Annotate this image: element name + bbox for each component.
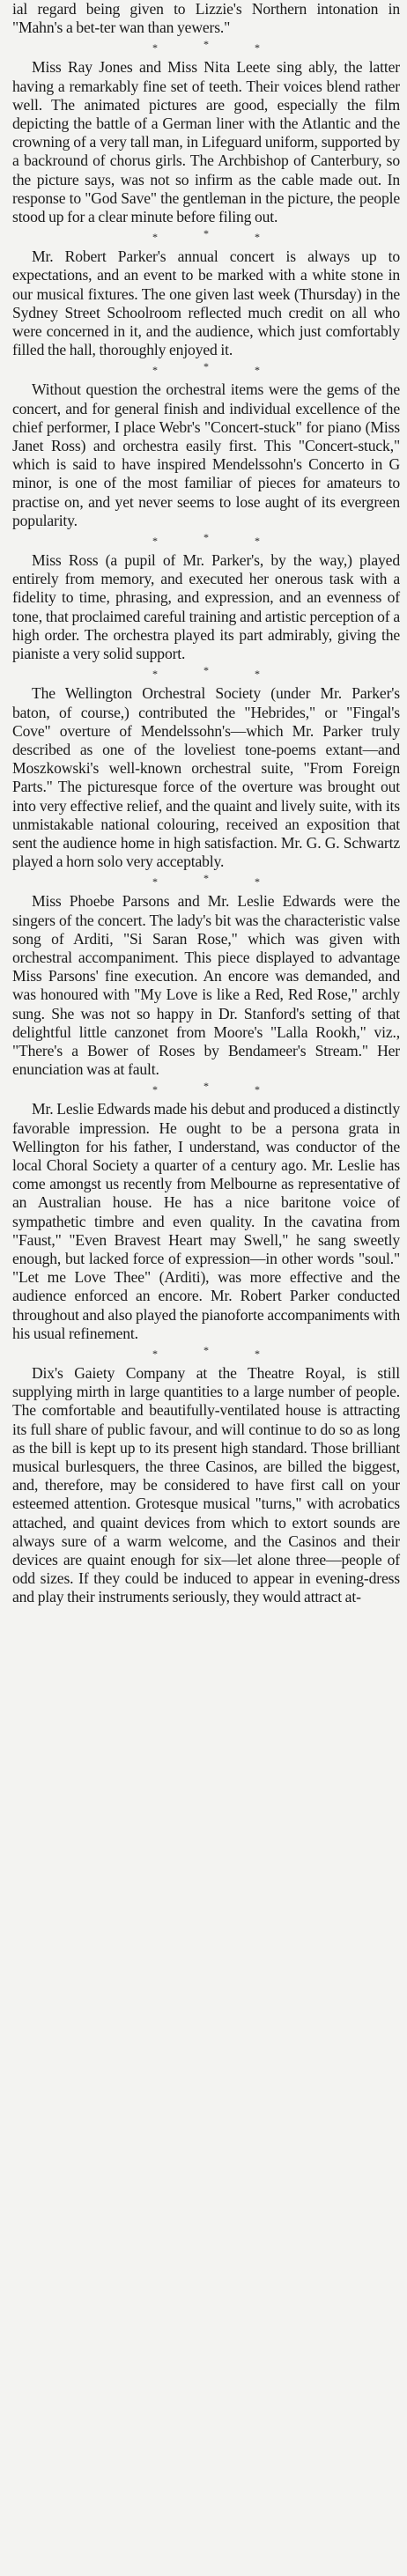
section-separator-7: * * * <box>152 1080 260 1096</box>
article-paragraph-5: Miss Ross (a pupil of Mr. Parker's, by the way,) played entirely from memory, and executed her onerous task with a fidelity to time, phrasing, and expression, and an evenness of tone, that proclaimed careful training and artistic perception of a high order. The orchestra played its part admirably, giving the pianiste a very solid support. <box>12 551 400 663</box>
section-separator-6: * * * <box>152 872 260 889</box>
article-paragraph-4: Without question the orchestral items were the gems of the concert, and for general finish and individual excellence of the chief performer, I place Webr's "Concert-stuck" for piano (Miss Janet Ross) and orchestra easily first. This "Concert-stuck," which is said to have inspired Mendelssohn's Concerto in G minor, is one of the most familiar of pieces for amateurs to practise on, and yet never seems to lose aught of its evergreen popularity. <box>12 380 400 529</box>
section-separator-2: * * * <box>152 227 260 244</box>
section-separator-4: * * * <box>152 531 260 548</box>
section-separator-5: * * * <box>152 664 260 681</box>
article-paragraph-3: Mr. Robert Parker's annual concert is always up to expectations, and an event to be marked with a white stone in our musical fixtures. The one given last week (Thursday) in the Sydney Street Schoolroom reflected much credit on all who were concerned in it, and the audience, which just comfortably filled the hall, thoroughly enjoyed it. <box>12 247 400 359</box>
article-paragraph-2: Miss Ray Jones and Miss Nita Leete sing ably, the latter having a remarkably fine set of teeth. Their voices blend rather well. The animated pictures are good, especially the film depicting the battle of a German liner with the Atlantic and the crowning of a very tall man, in Lifeguard uniform, supported by a backround of chorus girls. The Archbishop of Canterbury, so the picture says, was not so infirm as the cable made out. In response to "God Save" the gentleman in the picture, the people stood up for a clear minute before filing out. <box>12 58 400 226</box>
article-paragraph-7: Miss Phoebe Parsons and Mr. Leslie Edwards were the singers of the concert. The lady's bit was the characteristic valse song of Arditi, "Si Saran Rose," which was given with orchestral accompaniment. This piece displayed to advantage Miss Parsons' fine execution. An encore was demanded, and was honoured with "My Love is like a Red, Red Rose," archly sung. She was not so happy in Dr. Stanford's setting of that delightful little canzonet from Moore's "Lalla Rookh," viz., "There's a Bower of Roses by Bendameer's Stream." Her enunciation was at fault. <box>12 892 400 1079</box>
section-separator-8: * * * <box>152 1344 260 1360</box>
section-separator-1: * * * <box>152 38 260 55</box>
article-paragraph-6: The Wellington Orchestral Society (under Mr. Parker's baton, of course,) contributed the "Hebrides," or "Fingal's Cove" overture of Mendelssohn's—which Mr. Parker truly described as one of the loveliest tone-poems extant—and Moszkowski's well-known orchestral suite, "From Foreign Parts." The picturesque force of the overture was brought out into very effective relief, and the quaint and lively suite, with its unmistakable national colouring, received an exposition that sent the audience home in high satisfaction. Mr. G. G. Schwartz played a horn solo very acceptably. <box>12 684 400 871</box>
article-paragraph-1: ial regard being given to Lizzie's Northern intonation in "Mahn's a bet-ter wan than yewers." <box>12 0 400 37</box>
article-paragraph-8: Mr. Leslie Edwards made his debut and produced a distinctly favorable impression. He ought to be a persona grata in Wellington for his father, I understand, was conductor of the local Choral Society a quarter of a century ago. Mr. Leslie has come amongst us recently from Melbourne as representative of an Australian house. He has a nice baritone voice of sympathetic timbre and even quality. In the cavatina from "Faust," "Even Bravest Heart may Swell," he sang sweetly enough, but lacked force of expression—in other words "soul." "Let me Love Thee" (Arditi), was more effective and the audience enforced an encore. Mr. Robert Parker conducted throughout and also played the pianoforte accompaniments with his usual refinement. <box>12 1100 400 1342</box>
article-paragraph-9: Dix's Gaiety Company at the Theatre Royal, is still supplying mirth in large quantities to a large number of people. The comfortable and beautifully-ventilated house is attracting its full share of public favour, and will continue to do so as long as the bill is kept up to its present high standard. Those brilliant musical burlesquers, the three Casinos, are billed the biggest, and, therefore, may be considered to have first call on your esteemed attention. Grotesque musical "turns," with acrobatics attached, and quaint devices from which to extort sounds are always sure of a warm welcome, and the Casinos and their devices are quaint enough for six—let alone three—people of odd sizes. If they could be induced to appear in evening-dress and play their instruments seriously, they would attract at- <box>12 1364 400 1606</box>
section-separator-3: * * * <box>152 360 260 377</box>
